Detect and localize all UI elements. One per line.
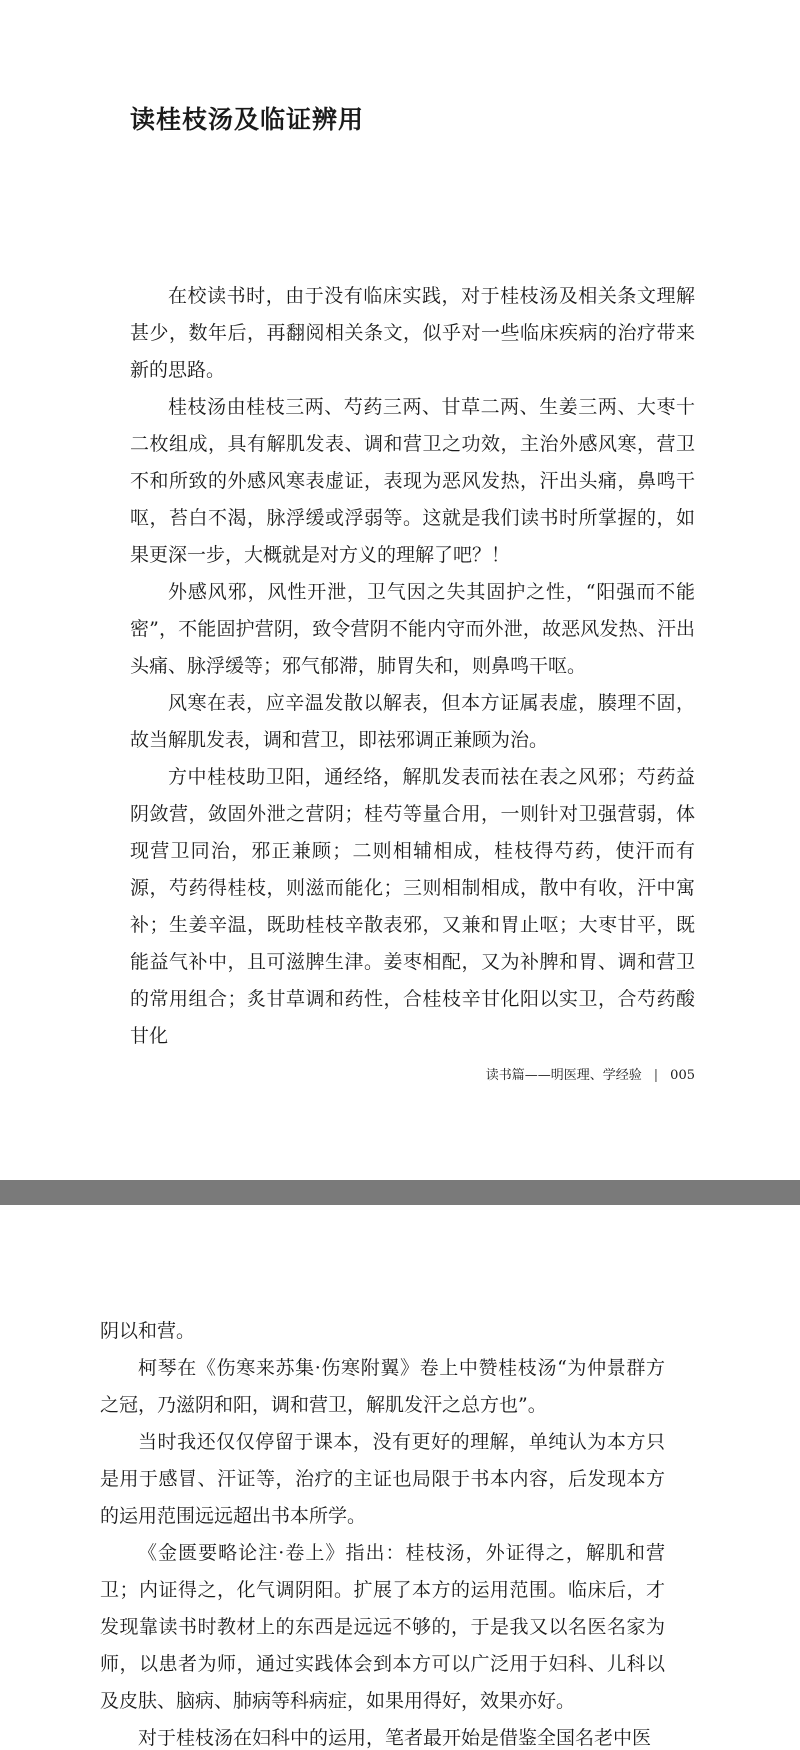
- paragraph: 风寒在表，应辛温发散以解表，但本方证属表虚，腠理不固，故当解肌发表，调和营卫，即祛邪调正兼顾为治。: [130, 692, 695, 751]
- page-divider: [0, 1180, 800, 1205]
- paragraph: 方中桂枝助卫阳，通经络，解肌发表而祛在表之风邪；芍药益阴敛营，敛固外泄之营阴；桂芍等量合用，一则针对卫强营弱，体现营卫同治，邪正兼顾；二则相辅相成，桂枝得芍药，使汗而有源，芍药得桂枝，则滋而能化；三则相制相成，散中有收，汗中寓补；生姜辛温，既助桂枝辛散表邪，又兼和胃止呕；大枣甘平，既能益气补中，且可滋脾生津。姜枣相配，又为补脾和胃、调和营卫的常用组合；炙甘草调和药性，合桂枝辛甘化阳以实卫，合芍药酸甘化: [130, 766, 695, 1047]
- paragraph: 阴以和营。: [100, 1320, 196, 1342]
- paragraph: 对于桂枝汤在妇科中的运用，笔者最开始是借鉴全国名老中医: [138, 1727, 652, 1749]
- paragraph: 外感风邪，风性开泄，卫气因之失其固护之性，“阳强而不能密”，不能固护营阴，致令营阴不能内守而外泄，故恶风发热、汗出头痛、脉浮缓等；邪气郁滞，肺胃失和，则鼻鸣干呕。: [130, 581, 695, 677]
- page-footer: [130, 1064, 695, 1083]
- footer-separator: |: [653, 1068, 659, 1083]
- footer-section-title: 读书篇——明医理、学经验: [485, 1068, 642, 1083]
- page-number: 005: [670, 1068, 695, 1083]
- paragraph: 当时我还仅仅停留于课本，没有更好的理解，单纯认为本方只是用于感冒、汗证等，治疗的主证也局限于书本内容，后发现本方的运用范围远远超出书本所学。: [100, 1431, 665, 1527]
- paragraph: 《金匮要略论注·卷上》指出：桂枝汤，外证得之，解肌和营卫；内证得之，化气调阴阳。扩展了本方的运用范围。临床后，才发现靠读书时教材上的东西是远远不够的，于是我又以名医名家为师，以患者为师，通过实践体会到本方可以广泛用于妇科、儿科以及皮肤、脑病、肺病等科病症，如果用得好，效果亦好。: [100, 1542, 665, 1712]
- article-body: [130, 278, 695, 1055]
- article-title: 读桂枝汤及临证辨用: [130, 105, 365, 134]
- paragraph: 桂枝汤由桂枝三两、芍药三两、甘草二两、生姜三两、大枣十二枚组成，具有解肌发表、调和营卫之功效，主治外感风寒，营卫不和所致的外感风寒表虚证，表现为恶风发热，汗出头痛，鼻鸣干呕，苔白不渴，脉浮缓或浮弱等。这就是我们读书时所掌握的，如果更深一步，大概就是对方义的理解了吧？！: [130, 396, 695, 566]
- page-006: [0, 1205, 800, 1750]
- article-body-continued: [100, 1313, 665, 1750]
- paragraph: 柯琴在《伤寒来苏集·伤寒附翼》卷上中赞桂枝汤“为仲景群方之冠，乃滋阴和阳，调和营卫，解肌发汗之总方也”。: [100, 1357, 665, 1416]
- paragraph: 在校读书时，由于没有临床实践，对于桂枝汤及相关条文理解甚少，数年后，再翻阅相关条文，似乎对一些临床疾病的治疗带来新的思路。: [130, 285, 695, 381]
